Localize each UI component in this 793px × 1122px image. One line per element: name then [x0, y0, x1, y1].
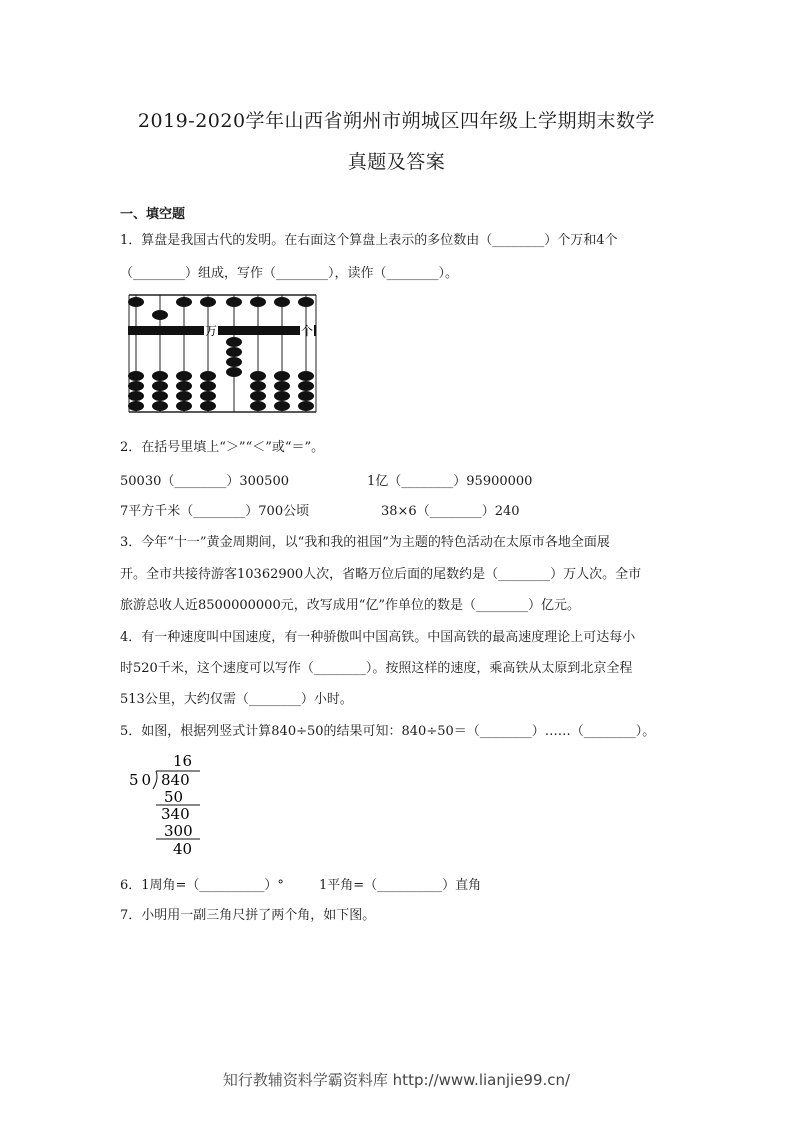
question-5-stem: 5．如图，根据列竖式计算840÷50的结果可知：840÷50＝（________）……（________）。 [120, 724, 656, 739]
question-2-item-c: 7平方千米（________）700公顷 [120, 504, 310, 519]
division-quotient: 16 [173, 752, 193, 770]
question-3-line-3: 旅游总收人近8500000000元，改写成用“亿”作单位的数是（________）亿元。 [120, 598, 581, 613]
document-title-line1: 2019-2020学年山西省朔州市朔城区四年级上学期期末数学 [137, 110, 656, 132]
document-title-line2: 真题及答案 [347, 151, 446, 173]
question-4-line-2: 时520千米，这个速度可以写作（________）。按照这样的速度，乘高铁从太原到北京全程 [120, 661, 633, 676]
question-7-stem: 7．小明用一副三角尺拼了两个角，如下图。 [120, 908, 376, 923]
question-1-line-2: （________）组成，写作（________），读作（________）。 [120, 266, 459, 281]
division-step-2: 340 [161, 805, 190, 823]
division-dividend: 840 [161, 771, 190, 789]
footer-watermark: 知行教辅资料学霸资料库 http://www.lianjie99.cn/ [222, 1071, 571, 1089]
division-remainder: 40 [173, 840, 193, 858]
question-2-stem: 2．在括号里填上“＞”“＜”或“＝”。 [120, 440, 325, 455]
question-1-line-1: 1．算盘是我国古代的发明。在右面这个算盘上表示的多位数由（________）个万和4个 [120, 233, 618, 248]
question-2-item-a: 50030（________）300500 [120, 474, 289, 489]
question-4-line-3: 513公里，大约仅需（________）小时。 [120, 692, 353, 707]
division-step-1: 50 [164, 788, 184, 806]
question-6-part-a: 6．1周角=（__________）° [120, 878, 284, 893]
question-2-item-d: 38×6（________）240 [381, 504, 520, 519]
question-6-part-b: 1平角=（__________）直角 [319, 878, 482, 893]
division-step-3: 300 [164, 822, 193, 840]
question-4-line-1: 4．有一种速度叫中国速度，有一种骄傲叫中国高铁。中国高铁的最高速度理论上可达每小 [120, 630, 636, 645]
question-3-line-1: 3．今年“十一”黄金周期间，以“我和我的祖国”为主题的特色活动在太原市各地全面展 [120, 535, 610, 550]
question-3-line-2: 开。全市共接待游客10362900人次，省略万位后面的尾数约是（________）万人次。全市 [120, 567, 642, 582]
abacus-label-wan: 万 [205, 324, 218, 338]
abacus-figure [124, 292, 324, 416]
abacus-label-ge: 个 [301, 324, 314, 338]
division-divisor: 50 [129, 771, 155, 789]
long-division-figure [126, 751, 216, 861]
section-heading: 一、填空题 [120, 207, 186, 222]
question-2-item-b: 1亿（________）95900000 [367, 474, 533, 489]
